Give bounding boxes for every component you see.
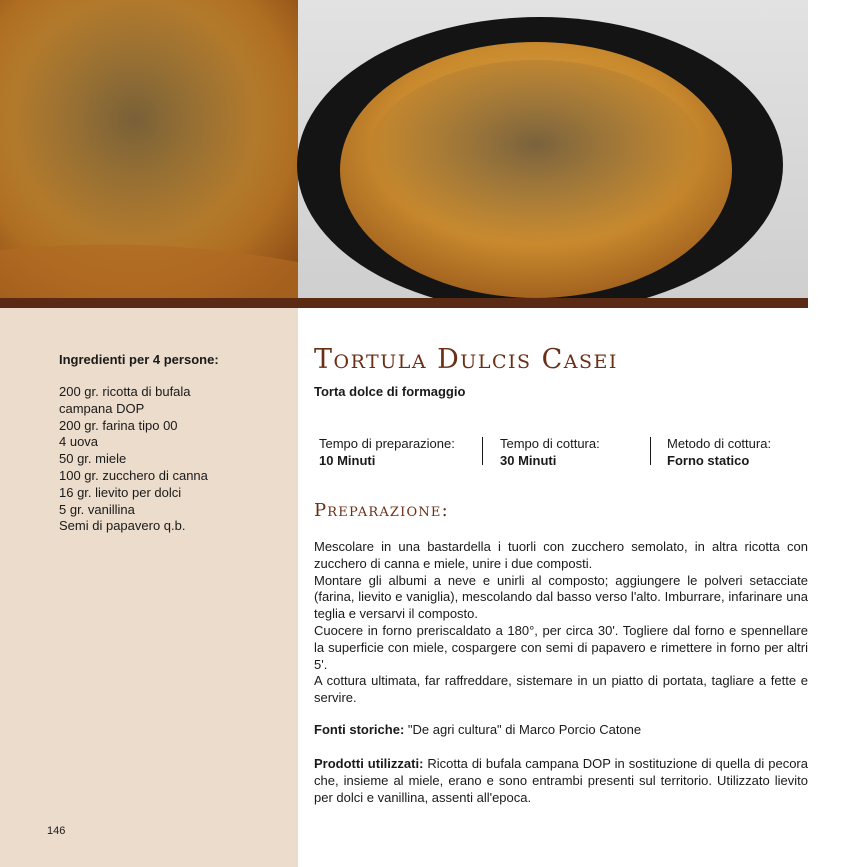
- meta-divider: [650, 437, 651, 465]
- ingredient-item: 16 gr. lievito per dolci: [59, 484, 182, 500]
- cake-photo: [0, 0, 808, 298]
- products-text: Ricotta di bufala campana DOP in sostituzione di quella di pecora che, insieme al miele, erano e sono entrambi presenti sul territorio. Utilizzato lievito per dolci e vanillina, assenti all'epoca.: [314, 756, 808, 805]
- sources-note: [314, 722, 808, 739]
- preparation-paragraph: Mescolare in una bastardella i tuorli con zucchero semolato, in altra ricotta con zucchero di canna e miele, unire i due composti.: [314, 539, 808, 571]
- ingredient-item: campana DOP: [59, 400, 145, 416]
- cook-method-value: Forno statico: [667, 453, 750, 468]
- products-label: Prodotti utilizzati:: [314, 756, 424, 771]
- cook-method: [667, 435, 771, 469]
- ingredients-list: [59, 384, 208, 535]
- sources-text: "De agri cultura" di Marco Porcio Catone: [407, 722, 642, 737]
- prep-time-label: Tempo di preparazione:: [319, 436, 455, 451]
- ingredient-item: 200 gr. ricotta di bufala: [59, 384, 191, 399]
- ingredients-title: Ingredienti per 4 persone:: [59, 352, 219, 367]
- preparation-title: Preparazione:: [314, 500, 449, 521]
- ingredient-item: 100 gr. zucchero di canna: [59, 467, 208, 483]
- prep-time: [319, 435, 455, 469]
- ingredient-item: Semi di papavero q.b.: [59, 518, 186, 534]
- preparation-paragraph: A cottura ultimata, far raffreddare, sistemare in un piatto di portata, tagliare a fette e servire.: [314, 673, 808, 706]
- preparation-paragraph: Cuocere in forno preriscaldato a 180°, per circa 30'. Togliere dal forno e spennellare la superficie con miele, cospargere con semi di papavero e rimettere in forno per altri 5'.: [314, 622, 808, 672]
- cook-time: [500, 435, 600, 469]
- ingredient-item: 5 gr. vanillina: [59, 501, 135, 517]
- sources-label: Fonti storiche:: [314, 722, 405, 737]
- preparation-paragraph: Montare gli albumi a neve e unirli al composto; aggiungere le polveri setacciate (farina, lievito e vaniglia), mescolando dal basso verso l'alto. Imburrare, infarinare una teglia e versarvi il composto.: [314, 572, 808, 622]
- page-number: 146: [47, 825, 66, 837]
- cook-method-label: Metodo di cottura:: [667, 436, 772, 451]
- meta-divider: [482, 437, 483, 465]
- ingredient-item: 4 uova: [59, 434, 99, 450]
- recipe-subtitle: Torta dolce di formaggio: [314, 384, 466, 399]
- recipe-title: Tortula Dulcis Casei: [314, 344, 618, 375]
- header-divider-bar: [0, 298, 808, 308]
- products-note: [314, 756, 808, 806]
- prep-time-value: 10 Minuti: [319, 453, 376, 468]
- preparation-text: [314, 539, 808, 707]
- cook-time-value: 30 Minuti: [500, 453, 557, 468]
- ingredient-item: 200 gr. farina tipo 00: [59, 417, 178, 433]
- ingredient-item: 50 gr. miele: [59, 451, 127, 467]
- cook-time-label: Tempo di cottura:: [500, 436, 600, 451]
